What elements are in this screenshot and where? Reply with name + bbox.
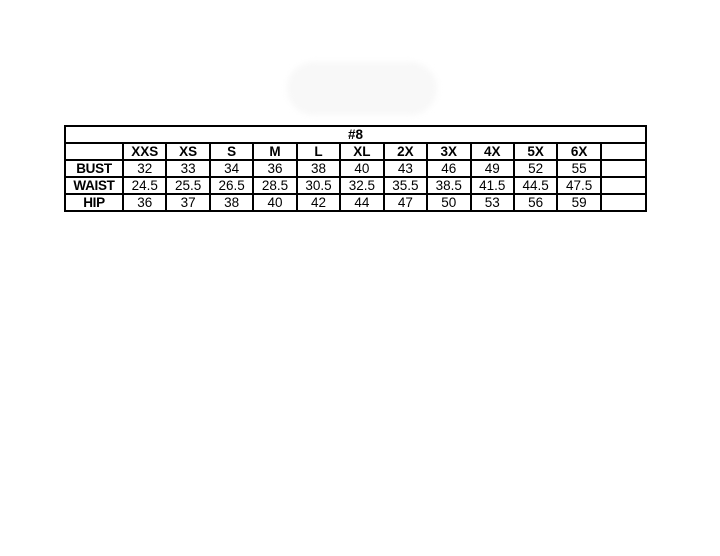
size-header-cell: 3X — [427, 143, 470, 160]
value-cell: 32 — [123, 160, 166, 177]
value-cell: 52 — [514, 160, 557, 177]
size-header-cell: 4X — [471, 143, 514, 160]
value-cell: 36 — [253, 160, 296, 177]
size-header-row — [65, 143, 646, 160]
value-cell: 38.5 — [427, 177, 470, 194]
size-header-cell: 6X — [557, 143, 600, 160]
value-cell: 40 — [253, 194, 296, 211]
trailing-empty-cell — [601, 160, 646, 177]
size-header-cell: M — [253, 143, 296, 160]
value-cell: 38 — [297, 160, 340, 177]
size-chart-table — [64, 125, 647, 212]
measurement-row — [65, 160, 646, 177]
trailing-empty-cell — [601, 177, 646, 194]
value-cell: 33 — [166, 160, 209, 177]
value-cell: 34 — [210, 160, 253, 177]
value-cell: 44 — [340, 194, 383, 211]
value-cell: 38 — [210, 194, 253, 211]
style-number-row — [65, 126, 646, 143]
value-cell: 49 — [471, 160, 514, 177]
size-header-cell: L — [297, 143, 340, 160]
row-label-cell: HIP — [65, 194, 123, 211]
value-cell: 59 — [557, 194, 600, 211]
measurement-row — [65, 194, 646, 211]
value-cell: 47.5 — [557, 177, 600, 194]
size-header-cell: S — [210, 143, 253, 160]
size-header-cell: XXS — [123, 143, 166, 160]
row-label-cell: WAIST — [65, 177, 123, 194]
value-cell: 42 — [297, 194, 340, 211]
style-number-cell: #8 — [65, 126, 646, 143]
value-cell: 26.5 — [210, 177, 253, 194]
value-cell: 32.5 — [340, 177, 383, 194]
value-cell: 44.5 — [514, 177, 557, 194]
value-cell: 53 — [471, 194, 514, 211]
value-cell: 43 — [384, 160, 427, 177]
value-cell: 24.5 — [123, 177, 166, 194]
value-cell: 46 — [427, 160, 470, 177]
value-cell: 35.5 — [384, 177, 427, 194]
size-header-cell: 5X — [514, 143, 557, 160]
faint-watermark-blob — [287, 62, 437, 115]
value-cell: 40 — [340, 160, 383, 177]
value-cell: 50 — [427, 194, 470, 211]
row-label-cell: BUST — [65, 160, 123, 177]
size-header-cell: XS — [166, 143, 209, 160]
value-cell: 36 — [123, 194, 166, 211]
measurement-row — [65, 177, 646, 194]
trailing-empty-header-cell — [601, 143, 646, 160]
corner-cell — [65, 143, 123, 160]
value-cell: 37 — [166, 194, 209, 211]
value-cell: 41.5 — [471, 177, 514, 194]
value-cell: 30.5 — [297, 177, 340, 194]
value-cell: 25.5 — [166, 177, 209, 194]
value-cell: 28.5 — [253, 177, 296, 194]
size-header-cell: XL — [340, 143, 383, 160]
value-cell: 55 — [557, 160, 600, 177]
value-cell: 56 — [514, 194, 557, 211]
size-header-cell: 2X — [384, 143, 427, 160]
trailing-empty-cell — [601, 194, 646, 211]
value-cell: 47 — [384, 194, 427, 211]
